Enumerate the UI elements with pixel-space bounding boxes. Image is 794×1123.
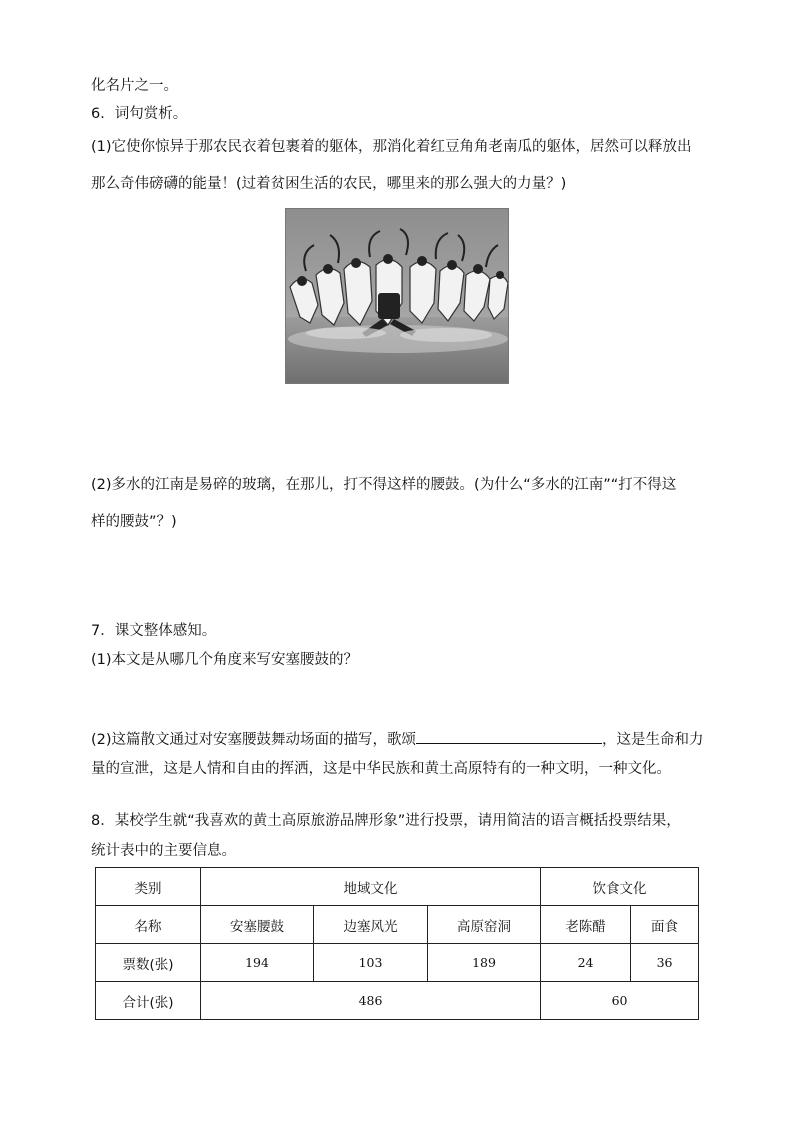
vote-cell: 103 bbox=[314, 944, 428, 982]
dancers-illustration bbox=[286, 209, 509, 384]
table-row bbox=[96, 868, 699, 906]
q6-part1-line2: 那么奇伟磅礴的能量！(过着贫困生活的农民，哪里来的那么强大的力量？) bbox=[91, 176, 567, 192]
name-cell: 老陈醋 bbox=[541, 906, 631, 944]
header-category: 类别 bbox=[96, 868, 201, 906]
name-cell: 面食 bbox=[631, 906, 699, 944]
q7-title: 7．课文整体感知。 bbox=[91, 623, 217, 639]
q6-part1-line1: (1)它使你惊异于那农民衣着包裹着的躯体，那消化着红豆角角老南瓜的躯体，居然可以释放出 bbox=[91, 139, 692, 155]
q7-part2-suffix: ，这是生命和力 bbox=[602, 732, 704, 748]
vote-cell: 36 bbox=[631, 944, 699, 982]
name-cell: 高原窑洞 bbox=[428, 906, 541, 944]
q7-part2-line2: 量的宣泄，这是人情和自由的挥洒，这是中华民族和黄土高原特有的一种文明，一种文化。 bbox=[91, 761, 671, 777]
total-regional: 486 bbox=[201, 982, 541, 1020]
q6-part2-line1: (2)多水的江南是易碎的玻璃，在那儿，打不得这样的腰鼓。(为什么“多水的江南”“打不得这 bbox=[91, 477, 677, 493]
vote-statistics-table bbox=[95, 867, 699, 1020]
answer-blank[interactable] bbox=[416, 729, 602, 744]
name-cell: 边塞风光 bbox=[314, 906, 428, 944]
q7-part2-prefix: (2)这篇散文通过对安塞腰鼓舞动场面的描写，歌颂 bbox=[91, 732, 417, 748]
vote-cell: 24 bbox=[541, 944, 631, 982]
total-food: 60 bbox=[541, 982, 699, 1020]
table-row bbox=[96, 982, 699, 1020]
q8-line2: 统计表中的主要信息。 bbox=[91, 843, 236, 859]
intro-tail-text: 化名片之一。 bbox=[91, 78, 178, 94]
vote-cell: 194 bbox=[201, 944, 314, 982]
q6-part2-line2: 样的腰鼓”？) bbox=[91, 514, 177, 530]
q7-part2-line1 bbox=[91, 729, 704, 750]
waist-drum-dance-photo bbox=[285, 208, 509, 384]
header-total: 合计(张) bbox=[96, 982, 201, 1020]
group-regional-culture: 地域文化 bbox=[201, 868, 541, 906]
header-votes: 票数(张) bbox=[96, 944, 201, 982]
table-row bbox=[96, 944, 699, 982]
table-row bbox=[96, 906, 699, 944]
name-cell: 安塞腰鼓 bbox=[201, 906, 314, 944]
vote-cell: 189 bbox=[428, 944, 541, 982]
group-food-culture: 饮食文化 bbox=[541, 868, 699, 906]
q6-title: 6．词句赏析。 bbox=[91, 106, 188, 122]
q7-part1: (1)本文是从哪几个角度来写安塞腰鼓的？ bbox=[91, 652, 359, 668]
q8-line1: 8．某校学生就“我喜欢的黄土高原旅游品牌形象”进行投票，请用简洁的语言概括投票结果， bbox=[91, 813, 681, 829]
header-name: 名称 bbox=[96, 906, 201, 944]
